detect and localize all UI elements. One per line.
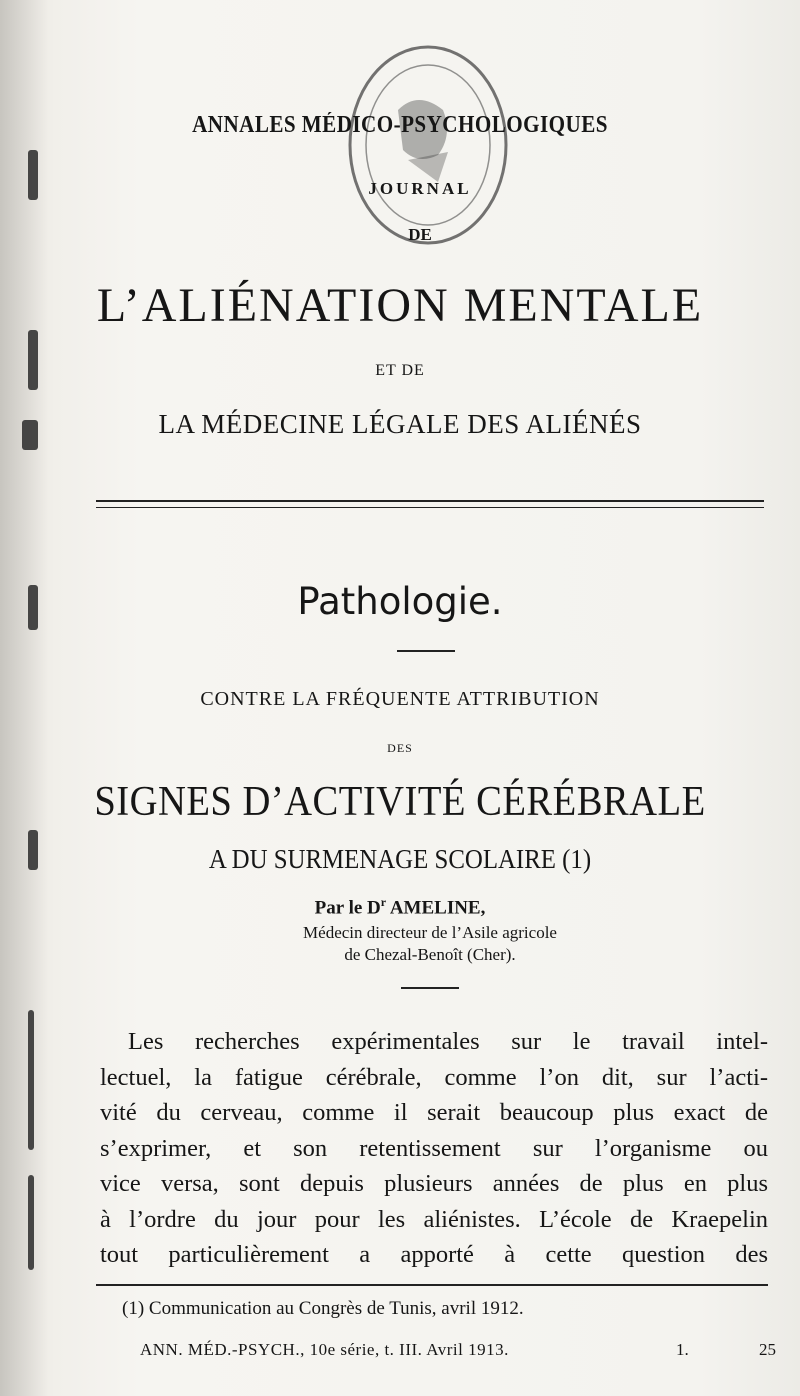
author-line (0, 895, 800, 919)
footnote-rule (96, 1284, 768, 1286)
article-title: SIGNES D’ACTIVITÉ CÉRÉBRALE (94, 779, 706, 825)
journal-title-top: ANNALES MÉDICO-PSYCHOLOGIQUES (192, 112, 608, 138)
affiliation-line: de Chezal-Benoît (Cher). (344, 945, 516, 964)
journal-de-word: DE (408, 225, 432, 244)
author-name: AMELINE, (389, 897, 486, 919)
author-affiliation (30, 922, 800, 966)
binding-mark (28, 1010, 34, 1150)
author-divider (401, 987, 459, 989)
page-number: 25 (759, 1340, 776, 1359)
body-line: s’exprimer, et son retentissement sur l’organisme ou (100, 1134, 768, 1162)
author-prefix-sup: r (380, 895, 387, 909)
article-subtitle-text: A DU SURMENAGE SCOLAIRE (208, 844, 556, 874)
body-line: à l’ordre du jour pour les aliénistes. L’école de Kraepelin (100, 1205, 768, 1233)
section-title: Pathologie. (297, 580, 503, 623)
library-stamp-icon (338, 40, 518, 250)
signature-mark: 1. (676, 1340, 689, 1359)
journal-title-sub: LA MÉDECINE LÉGALE DES ALIÉNÉS (158, 409, 642, 439)
affiliation-line: Médecin directeur de l’Asile agricole (303, 923, 557, 942)
article-subtitle (32, 844, 768, 875)
body-paragraph (100, 1024, 768, 1273)
journal-reference: ANN. MÉD.-PSYCH., 10e série, t. III. Avril 1913. (140, 1340, 509, 1359)
binding-mark (28, 330, 38, 390)
section-divider (397, 650, 455, 652)
header-rule-bottom (96, 507, 764, 508)
body-line: vité du cerveau, comme il serait beaucoup plus exact de (100, 1099, 768, 1126)
header-rule-top (96, 500, 764, 502)
page-footer (140, 1340, 776, 1360)
body-line: Les recherches expérimentales sur le travail intel- (128, 1028, 768, 1055)
body-line: tout particulièrement a apporté à cette question des (100, 1241, 768, 1268)
footnote: (1) Communication au Congrès de Tunis, avril 1912. (122, 1298, 524, 1319)
binding-mark (28, 1175, 34, 1270)
journal-et-de: ET DE (375, 362, 425, 379)
body-line: vice versa, sont depuis plusieurs années de plus en plus (100, 1170, 768, 1197)
body-line: lectuel, la fatigue cérébrale, comme l’on dit, sur l’acti- (100, 1063, 768, 1091)
article-pretitle: CONTRE LA FRÉQUENTE ATTRIBUTION (200, 688, 600, 710)
article-des: DES (387, 741, 413, 755)
footnote-marker[interactable]: (1) (562, 844, 592, 874)
journal-word: JOURNAL (368, 179, 472, 198)
journal-title-main: L’ALIÉNATION MENTALE (96, 279, 704, 332)
author-prefix: Par le D (314, 897, 381, 919)
